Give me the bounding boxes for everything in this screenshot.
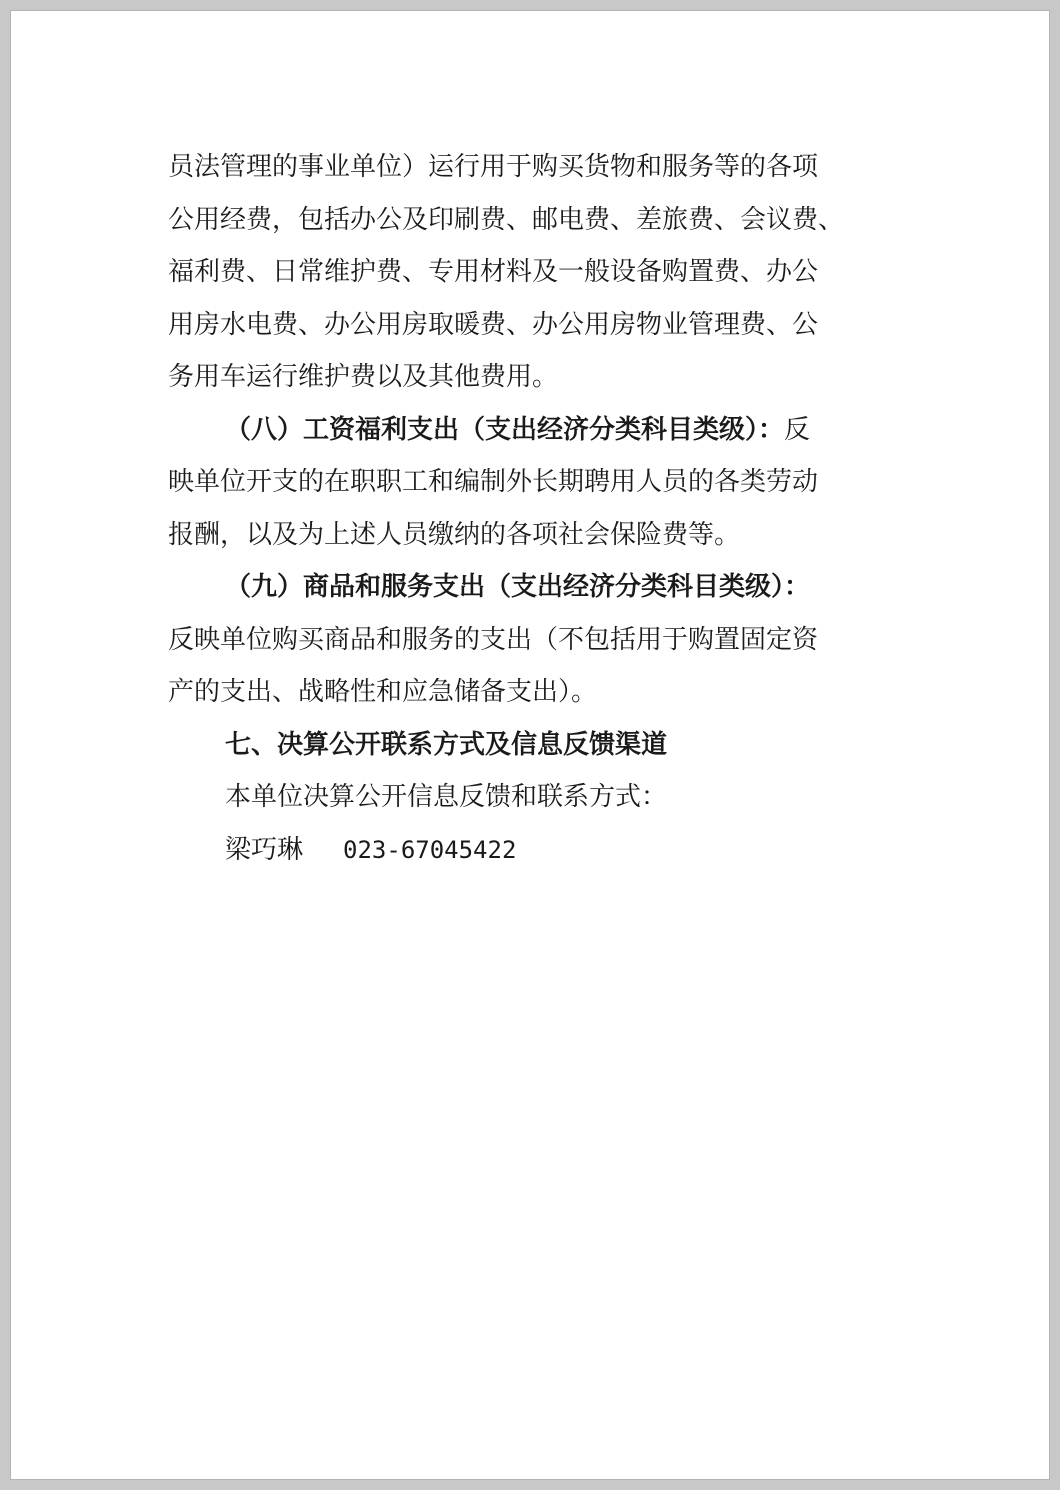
paragraph-wages (168, 404, 908, 562)
document-page (10, 10, 1050, 1480)
text-line (168, 404, 908, 457)
wages-line1-rest: 反 (784, 414, 811, 445)
text-line: 务用车运行维护费以及其他费用。 (168, 362, 559, 392)
text-line: 反映单位购买商品和服务的支出（不包括用于购置固定资 (168, 624, 819, 655)
section-contact (168, 719, 908, 877)
text-line: 报酬，以及为上述人员缴纳的各项社会保险费等。 (168, 519, 741, 550)
wages-heading: （八）工资福利支出（支出经济分类科目类级）： (225, 414, 785, 445)
text-line: 映单位开支的在职职工和编制外长期聘用人员的各类劳动 (168, 467, 819, 497)
text-line: 产的支出、战略性和应急储备支出）。 (168, 677, 598, 707)
text-line: 员法管理的事业单位）运行用于购买货物和服务等的各项 (168, 152, 819, 182)
paragraph-public-expense (168, 141, 908, 404)
document-body (168, 141, 908, 876)
goods-heading: （九）商品和服务支出（支出经济分类科目类级）： (225, 572, 811, 602)
paragraph-goods-services (168, 561, 908, 719)
contact-phone: 023-67045422 (343, 835, 517, 864)
text-line: 福利费、日常维护费、专用材料及一般设备购置费、办公 (168, 257, 819, 287)
text-line: 用房水电费、办公用房取暖费、办公用房物业管理费、公 (168, 309, 819, 340)
contact-line (168, 824, 908, 877)
contact-name: 梁巧琳 (225, 834, 304, 865)
text-line: 公用经费，包括办公及印刷费、邮电费、差旅费、会议费、 (168, 204, 845, 235)
contact-intro: 本单位决算公开信息反馈和联系方式： (225, 782, 668, 812)
contact-section-heading: 七、决算公开联系方式及信息反馈渠道 (225, 729, 668, 760)
